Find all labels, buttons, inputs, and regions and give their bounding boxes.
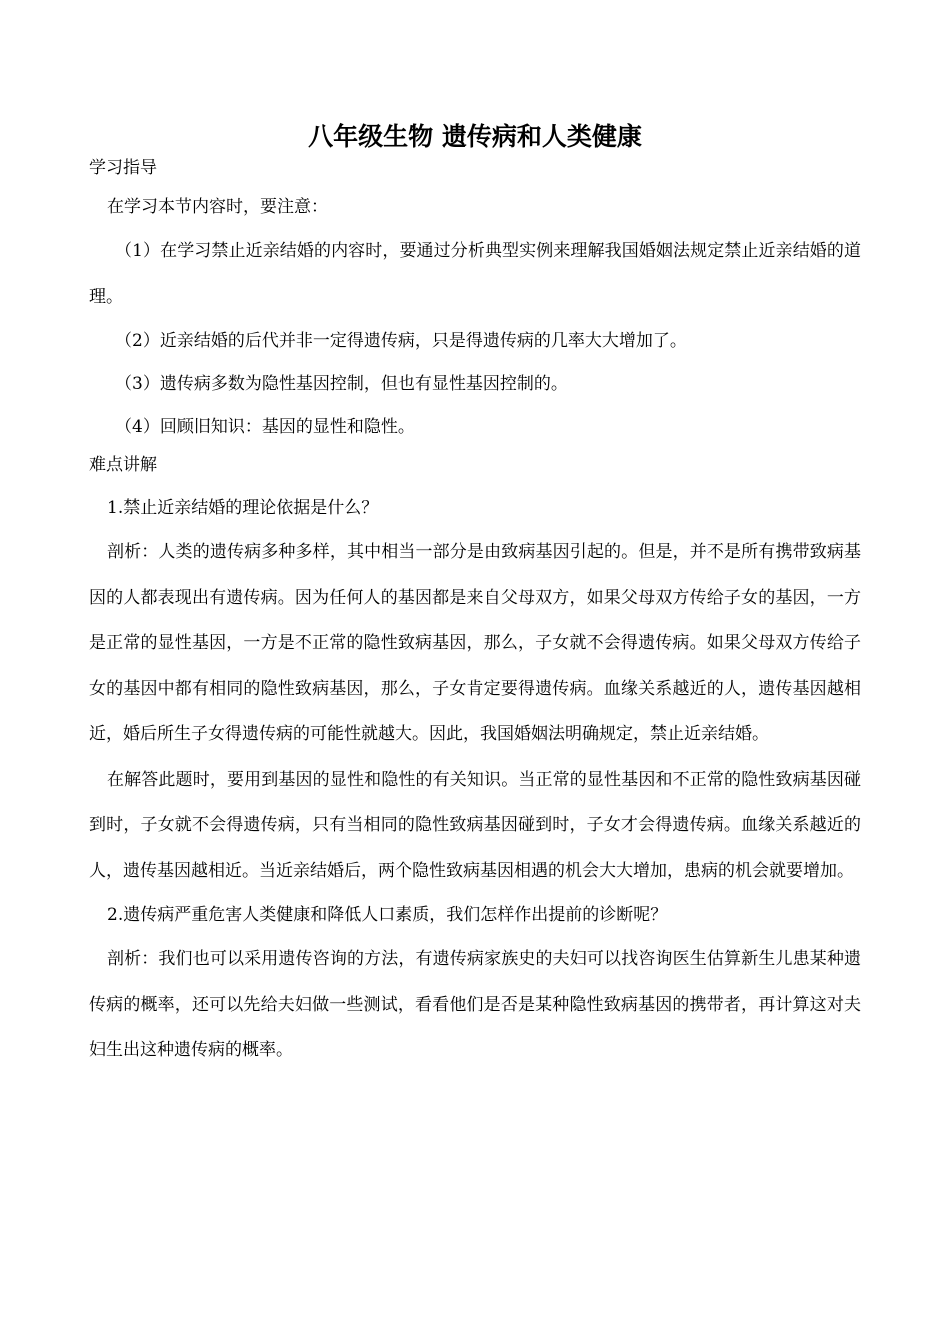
study-guide-intro: 在学习本节内容时，要注意： — [107, 197, 328, 217]
question-2: 2.遗传病严重危害人类健康和降低人口素质，我们怎样作出提前的诊断呢？ — [107, 905, 668, 925]
answer-1-continued: 在解答此题时，要用到基因的显性和隐性的有关知识。当正常的显性基因和不正常的隐性致病基因碰到时，子女就不会得遗传病，只有当相同的隐性致病基因碰到时，子女才会得遗传病。血缘关系越近的人，遗传基因越相近。当近亲结婚后，两个隐性致病基因相遇的机会大大增加，患病的机会就要增加。 — [89, 769, 861, 881]
answer-1: 剖析：人类的遗传病多种多样，其中相当一部分是由致病基因引起的。但是，并不是所有携带致病基因的人都表现出有遗传病。因为任何人的基因都是来自父母双方，如果父母双方传给子女的基因，一方是正常的显性基因，一方是不正常的隐性致病基因，那么，子女就不会得遗传病。如果父母双方传给子女的基因中都有相同的隐性致病基因，那么，子女肯定要得遗传病。血缘关系越近的人，遗传基因越相近，婚后所生子女得遗传病的可能性就越大。因此，我国婚姻法明确规定，禁止近亲结婚。 — [89, 542, 861, 744]
study-guide-item-2: （2）近亲结婚的后代并非一定得遗传病，只是得遗传病的几率大大增加了。 — [115, 331, 687, 351]
document-title: 八年级生物 遗传病和人类健康 — [308, 122, 642, 151]
answer-2: 剖析：我们也可以采用遗传咨询的方法，有遗传病家族史的夫妇可以找咨询医生估算新生儿患某种遗传病的概率，还可以先给夫妇做一些测试，看看他们是否是某种隐性致病基因的携带者，再计算这对夫妇生出这种遗传病的概率。 — [89, 949, 861, 1060]
study-guide-item-3: （3）遗传病多数为隐性基因控制，但也有显性基因控制的。 — [115, 374, 568, 394]
study-guide-item-1: （1）在学习禁止近亲结婚的内容时，要通过分析典型实例来理解我国婚姻法规定禁止近亲结婚的道理。 — [89, 241, 861, 307]
study-guide-item-4: （4）回顾旧知识：基因的显性和隐性。 — [115, 417, 415, 437]
section-heading-study-guide: 学习指导 — [89, 158, 157, 178]
document-body — [89, 152, 861, 1074]
question-1: 1.禁止近亲结婚的理论依据是什么？ — [107, 498, 379, 518]
section-heading-difficulties: 难点讲解 — [89, 455, 157, 475]
